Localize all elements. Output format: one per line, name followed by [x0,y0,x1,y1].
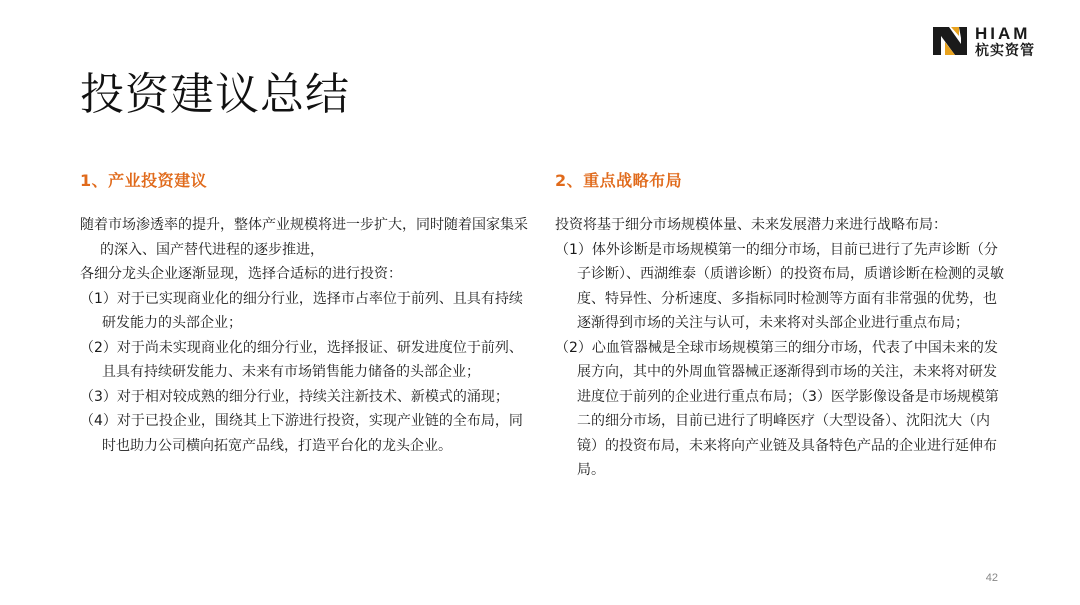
list-item: （4）对于已投企业，围绕其上下游进行投资，实现产业链的全布局，同时也助力公司横向拓宽产品线，打造平台化的龙头企业。 [80,413,523,454]
logo-brand-cn: 杭实资管 [975,42,1035,59]
logo-brand-en: HIAM [975,23,1031,43]
list-item: （1）体外诊断是市场规模第一的细分市场，目前已进行了先声诊断（分子诊断）、西湖维泰（质谱诊断）的投资布局，质谱诊断在检测的灵敏度、特异性、分析速度、多指标同时检测等方面有非常强的优势，也逐渐得到市场的关注与认可，未来将对头部企业进行重点布局； [555,241,1004,331]
section-heading-strategy: 2、重点战略布局 [555,171,683,190]
list-item: （1）对于已实现商业化的细分行业，选择市占率位于前列、且具有持续研发能力的头部企业； [80,290,523,331]
section-heading-industry: 1、产业投资建议 [80,171,208,190]
paragraph: 各细分龙头企业逐渐显现，选择合适标的进行投资： [80,266,402,282]
list-item: （2）对于尚未实现商业化的细分行业，选择报证、研发进度位于前列、且具有持续研发能力、未来有市场销售能力储备的头部企业； [80,339,523,380]
paragraph: 投资将基于细分市场规模体量、未来发展潜力来进行战略布局： [555,217,947,233]
brand-logo [931,24,1035,58]
logo-text [975,25,1035,58]
industry-investment-section [80,168,535,458]
hiam-logo-mark-icon [931,24,969,58]
strategic-layout-section [555,168,1010,483]
page-title: 投资建议总结 [80,69,350,120]
page-number: 42 [985,572,998,584]
paragraph: 随着市场渗透率的提升，整体产业规模将进一步扩大，同时随着国家集采的深入、国产替代进程的逐步推进， [80,217,528,258]
list-item: （3）对于相对较成熟的细分行业，持续关注新技术、新模式的涌现； [80,388,509,405]
list-item: （2）心血管器械是全球市场规模第三的细分市场，代表了中国未来的发展方向，其中的外周血管器械正逐渐得到市场的关注，未来将对研发进度位于前列的企业进行重点布局；（3）医学影像设备是市场规模第二的细分市场，目前已进行了明峰医疗（大型设备）、沈阳沈大（内镜）的投资布局，未来将向产业链及具备特色产品的企业进行延伸布局。 [555,339,999,478]
